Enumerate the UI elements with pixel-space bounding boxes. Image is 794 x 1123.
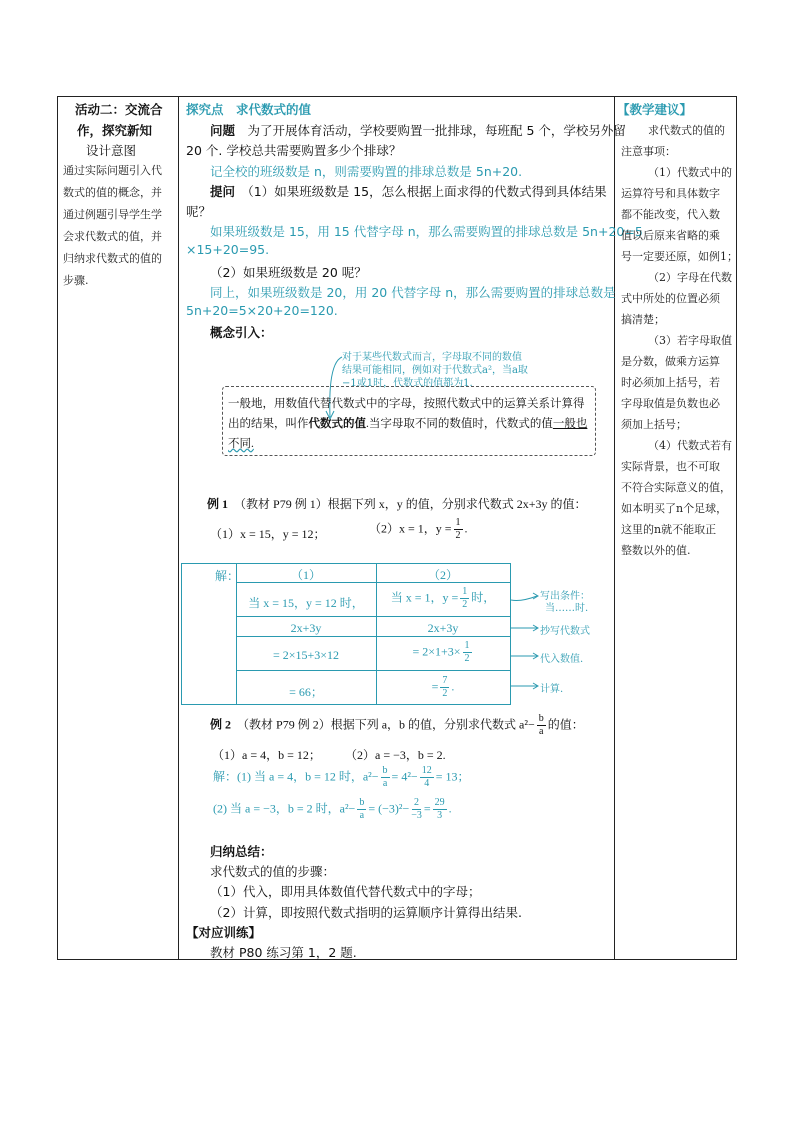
annotation: 计算.	[540, 684, 564, 695]
advice-line: 如本明买了n个足球，	[621, 502, 728, 515]
advice-title: 【教学建议】	[617, 102, 693, 117]
example-text: （教材 P79 例 1）根据下列 x，y 的值，分别求代数式 2x+3y 的值：	[240, 497, 587, 511]
annotation: 当……时.	[545, 603, 589, 614]
problem-text: 为了开展体育活动，学校要购置一批排球，每班配 5 个，学校另外留	[247, 123, 626, 138]
advice-line: （1）代数式中的	[648, 166, 732, 179]
advice-line: 时必须加上括号，若	[621, 376, 720, 389]
advice-line: （4）代数式若有	[648, 439, 732, 452]
advice-line: 不符合实际意义的值，	[621, 481, 731, 494]
problem-label: 问题	[210, 123, 236, 138]
solution-cell: =	[431, 679, 439, 694]
solution-label: 解：	[215, 569, 240, 583]
example-part: （2）x = 1，y =	[369, 521, 452, 536]
answer-text: 如果班级数是 15，用 15 代替字母 n，那么需要购置的排球总数是 5n+20=5	[210, 224, 643, 239]
solution-line: (2) 当 a = −3，b = 2 时，a²−	[213, 801, 356, 816]
note-line: 对于某些代数式而言，字母取不同的数值	[342, 352, 522, 363]
advice-line: （3）若字母取值	[648, 334, 732, 347]
advice-line: 式中所处的位置必须	[621, 292, 720, 305]
fraction: $\frac{7}{2}$	[442, 675, 448, 699]
advice-line: 注意事项：	[621, 145, 676, 158]
definition-line: 不同.	[228, 438, 254, 450]
advice-line: 求代数式的值的	[648, 124, 725, 137]
annotation: 写出条件：	[540, 591, 590, 602]
example-part: （2）a = −3，b = 2.	[345, 748, 446, 762]
note-line: 结果可能相同，例如对于代数式a²，当a取	[342, 365, 528, 376]
solution-cell: = 66；	[289, 685, 323, 699]
advice-line: 须加上括号；	[621, 418, 687, 431]
section-title: 探究点 求代数式的值	[186, 102, 312, 117]
design-label: 设计意图	[86, 143, 137, 158]
annotation: 代入数值.	[540, 654, 584, 665]
column-divider	[178, 97, 179, 959]
answer-text: ×15+20=95.	[186, 242, 270, 257]
solution-header: （1）	[290, 568, 321, 582]
fraction: $\frac{12}{4}$	[421, 765, 432, 789]
design-line: 通过例题引导学生学	[63, 208, 162, 221]
fraction: $\frac{1}{2}$	[462, 586, 468, 610]
activity-title: 活动二：交流合	[75, 102, 163, 117]
fraction: $\frac{1}{2}$	[464, 640, 470, 664]
advice-line: 实际背景，也不可取	[621, 460, 720, 473]
ask-text: （1）如果班级数是 15，怎么根据上面求得的代数式得到具体结果	[247, 184, 607, 199]
example-part: （1）a = 4，b = 12；	[212, 748, 321, 762]
fraction: $\frac{29}{3}$	[434, 797, 445, 821]
design-line: 会求代数式的值，并	[63, 230, 162, 243]
example-label: 例 1	[207, 497, 229, 511]
summary-title: 求代数式的值的步骤：	[210, 864, 336, 879]
annotation-arrows-icon	[511, 590, 541, 690]
answer-text: 同上，如果班级数是 20，用 20 代替字母 n，那么需要购置的排球总数是	[210, 285, 616, 300]
example-text: （教材 P79 例 2）根据下列 a，b 的值，分别求代数式 a²−	[243, 717, 535, 732]
advice-line: 是分数，做乘方运算	[621, 355, 720, 368]
advice-line: 搞清楚；	[621, 313, 665, 326]
solution-header: （2）	[427, 568, 458, 582]
note-line: −1或1时，代数式的值都为1.	[342, 378, 473, 389]
solution-cell: 2x+3y	[290, 621, 322, 635]
design-line: 数式的值的概念，并	[63, 186, 162, 199]
ask-text: （2）如果班级数是 20 呢？	[210, 265, 367, 280]
definition-underline: 一般也	[552, 418, 588, 430]
answer-text: 5n+20=5×20+20=120.	[186, 303, 338, 318]
answer-text: 记全校的班级数是 n，则需要购置的排球总数是 5n+20.	[210, 164, 523, 179]
summary-step: （2）计算，即按照代数式指明的运算顺序计算得出结果.	[210, 905, 522, 920]
summary-label: 归纳总结：	[210, 844, 273, 859]
annotation: 抄写代数式	[540, 626, 590, 637]
training-text: 教材 P80 练习第 1，2 题.	[210, 945, 357, 960]
solution-cell: = 2×15+3×12	[272, 648, 340, 662]
fraction: $\frac{b}{a}$	[382, 765, 388, 789]
design-line: 归纳求代数式的值的	[63, 252, 162, 265]
solution-line: 解：(1) 当 a = 4，b = 12 时，a²−	[213, 769, 379, 784]
problem-text: 20 个. 学校总共需要购置多少个排球？	[186, 143, 402, 158]
advice-line: 值以后原来省略的乘	[621, 229, 720, 242]
fraction: $\frac{2}{-3}$	[411, 797, 422, 821]
solution-cell: = 2×1+3×	[412, 644, 461, 659]
advice-line: 运算符号和具体数字	[621, 187, 720, 200]
advice-line: 都不能改变，代入数	[621, 208, 720, 221]
training-label: 【对应训练】	[186, 925, 262, 940]
activity-title: 作，探究新知	[77, 123, 153, 138]
concept-label: 概念引入：	[210, 325, 273, 340]
summary-step: （1）代入，即用具体数值代替代数式中的字母；	[210, 884, 481, 899]
advice-line: 整数以外的值.	[621, 544, 691, 557]
advice-line: （2）字母在代数	[648, 271, 732, 284]
fraction: $\frac{b}{a}$	[538, 713, 544, 737]
advice-line: 字母取值是负数也必	[621, 397, 720, 410]
advice-line: 号一定要还原，如例1；	[621, 250, 738, 263]
fraction: $\frac{b}{a}$	[359, 797, 365, 821]
example-label: 例 2	[210, 717, 232, 732]
solution-cell: 2x+3y	[427, 621, 459, 635]
solution-cell: 当 x = 15，y = 12 时，	[248, 596, 364, 610]
fraction: $\frac{1}{2}$	[455, 517, 461, 541]
definition-text: 出的结果，叫作	[228, 418, 309, 430]
solution-cell: 当 x = 1，y =	[390, 590, 459, 605]
ask-label: 提问	[210, 184, 236, 199]
ask-text: 呢？	[186, 204, 212, 219]
definition-text: .当字母取不同的数值时，代数式的值	[366, 418, 553, 430]
definition-term: 代数式的值	[308, 418, 366, 430]
design-line: 步骤.	[63, 274, 89, 287]
design-line: 通过实际问题引入代	[63, 164, 162, 177]
example-part: （1）x = 15，y = 12；	[210, 527, 326, 541]
definition-line: 一般地，用数值代替代数式中的字母，按照代数式中的运算关系计算得	[228, 398, 585, 410]
advice-line: 这里的n就不能取正	[621, 523, 717, 536]
